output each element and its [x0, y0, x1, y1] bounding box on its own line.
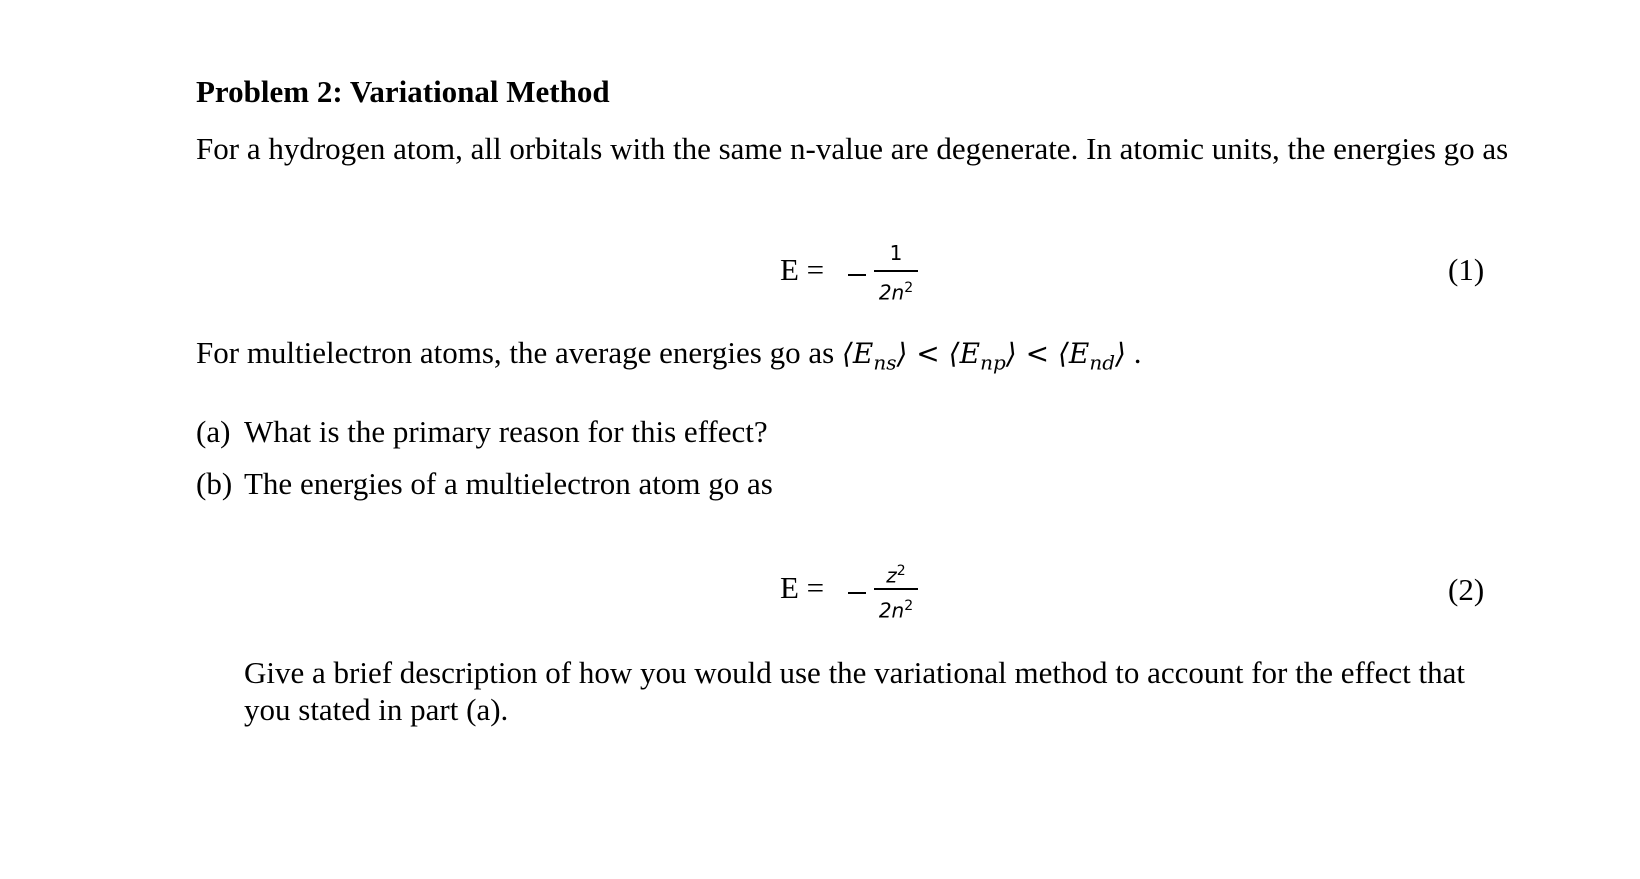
- part-a-label: (a): [196, 414, 231, 449]
- subscript-np: np: [980, 350, 1006, 375]
- equation-2-denominator-base: 2n: [878, 598, 905, 623]
- equation-1-denominator-exponent: 2: [904, 280, 914, 296]
- equation-2-numerator-exponent: 2: [896, 563, 906, 579]
- equation-2-lhs: E =: [780, 570, 825, 605]
- equation-2-minus-sign: [848, 592, 866, 594]
- subscript-nd: nd: [1089, 350, 1116, 375]
- equation-2-numerator: [874, 558, 918, 588]
- part-a: [196, 414, 768, 450]
- equation-1-denominator-base: 2n: [878, 280, 905, 305]
- part-b: [196, 466, 773, 502]
- equation-1-number: (1): [1448, 252, 1485, 287]
- equation-2-denominator-exponent: 2: [904, 598, 914, 614]
- equation-1-numerator: 1: [889, 241, 903, 265]
- multielectron-text: For multielectron atoms, the average energies go as: [196, 335, 835, 370]
- equation-2-fraction: [874, 558, 918, 623]
- equation-2-number: (2): [1448, 572, 1485, 607]
- part-b-label: (b): [196, 466, 233, 501]
- inequality-end: .: [1125, 335, 1142, 370]
- problem-heading: Problem 2: Variational Method: [196, 74, 610, 109]
- equation-2-numerator-base: z: [886, 563, 897, 588]
- equation-1-lhs: E =: [780, 252, 825, 287]
- intro-paragraph: For a hydrogen atom, all orbitals with the same n-value are degenerate. In atomic units, the energies go as: [196, 131, 1509, 166]
- equation-2-denominator: [874, 594, 918, 623]
- subscript-ns: ns: [873, 350, 897, 375]
- equation-1-minus-sign: [848, 274, 866, 276]
- part-a-text: What is the primary reason for this effect?: [244, 414, 768, 449]
- equation-2-fraction-bar: [874, 588, 918, 590]
- multielectron-paragraph: [196, 334, 1516, 382]
- equation-1-fraction-bar: [874, 270, 918, 272]
- energy-inequality: $⟨E_{ns}⟩$ < $⟨E_{np}⟩$ < $⟨E_{nd}⟩$: [841, 337, 1126, 375]
- part-b-followup-paragraph: Give a brief description of how you would use the variational method to account for the effect that you stated in part (a).: [244, 655, 1465, 727]
- equation-1-fraction: [874, 240, 918, 305]
- equation-1-denominator: [874, 276, 918, 305]
- part-b-text: The energies of a multielectron atom go as: [244, 466, 773, 501]
